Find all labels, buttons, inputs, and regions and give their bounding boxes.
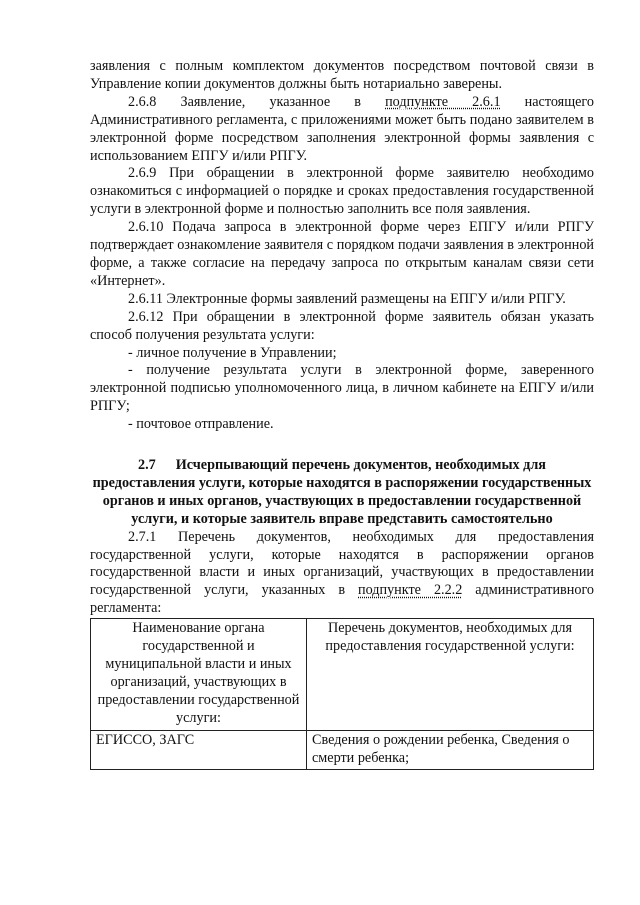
section-number: 2.7 xyxy=(138,457,156,474)
table-cell: Сведения о рождении ребенка, Сведения о смерти ребенка; xyxy=(307,730,594,770)
clause-text: Заявление, указанное в xyxy=(180,93,386,110)
subpoint-link[interactable]: подпункте 2.6.1 xyxy=(385,93,501,110)
clause-text: При обращении в электронной форме заявитель обязан указать способ получения результата услуги: xyxy=(90,308,595,343)
clause-number: 2.6.11 xyxy=(128,290,163,307)
clause-text: настоящего Административного регламента, с приложениями может быть подано заявителем в электронной форме посредством заполнения электронной формы заявления с использованием ЕПГУ и/или РПГУ. xyxy=(90,93,594,164)
paragraph-intro: заявления с полным комплектом документов посредством почтовой связи в Управление копии документов должны быть нотариально заверены. xyxy=(90,58,594,92)
clause-number: 2.6.9 xyxy=(128,165,157,182)
bullet-item: - почтовое отправление. xyxy=(128,416,274,433)
document-page xyxy=(90,58,594,770)
clause-number: 2.6.12 xyxy=(128,308,164,325)
clause-number: 2.6.8 xyxy=(128,93,157,110)
table-header-cell: Наименование органа государственной и муниципальной власти и иных организаций, участвующих в предоставлении государственной услуги: xyxy=(91,619,307,730)
paragraph-2-6-8 xyxy=(90,94,594,166)
paragraph-2-6-11 xyxy=(90,291,594,309)
subpoint-link[interactable]: подпункте 2.2.2 xyxy=(358,582,463,599)
paragraph-2-7-1 xyxy=(90,529,594,619)
clause-text: Электронные формы заявлений размещены на ЕПГУ и/или РПГУ. xyxy=(166,290,566,307)
section-heading xyxy=(90,457,594,529)
clause-text: административного регламента: xyxy=(90,582,594,617)
clause-number: 2.6.10 xyxy=(128,219,164,236)
paragraph-2-6-10 xyxy=(90,219,594,291)
table-header-cell: Перечень документов, необходимых для предоставления государственной услуги: xyxy=(307,619,594,730)
bullet-item: - получение результата услуги в электронной форме, заверенного электронной подписью уполномоченного лица, в личном кабинете на ЕПГУ и/или РПГУ; xyxy=(90,362,594,415)
clause-number: 2.7.1 xyxy=(128,528,157,545)
section-title: Исчерпывающий перечень документов, необходимых для предоставления услуги, которые находятся в распоряжении государственных органов и иных органов, участвующих в предоставлении государственной услуги, и которые заявитель вправе представить самостоятельно xyxy=(92,457,592,527)
table-cell: ЕГИССО, ЗАГС xyxy=(91,730,307,770)
documents-table xyxy=(90,618,594,770)
clause-text: Перечень документов, необходимых для предоставления государственной услуги, которые находятся в распоряжении органов государственной власти и иных организаций, участвующих в предоставлении государственной услуги, указанных в xyxy=(90,528,595,599)
bullet-item: - личное получение в Управлении; xyxy=(128,344,337,361)
clause-text: При обращении в электронной форме заявителю необходимо ознакомиться с информацией о порядке и сроках предоставления государственной услуги в электронной форме и полностью заполнить все поля заявления. xyxy=(90,165,594,218)
clause-text: Подача запроса в электронной форме через ЕПГУ и/или РПГУ подтверждает ознакомление заявителя с порядком подачи заявления в электронной форме, а также согласие на передачу запроса по открытым каналам связи сети «Интернет». xyxy=(90,219,594,289)
table-row xyxy=(91,730,594,770)
paragraph-2-6-9 xyxy=(90,165,594,219)
table-header-row xyxy=(91,619,594,730)
paragraph-2-6-12 xyxy=(90,309,594,345)
